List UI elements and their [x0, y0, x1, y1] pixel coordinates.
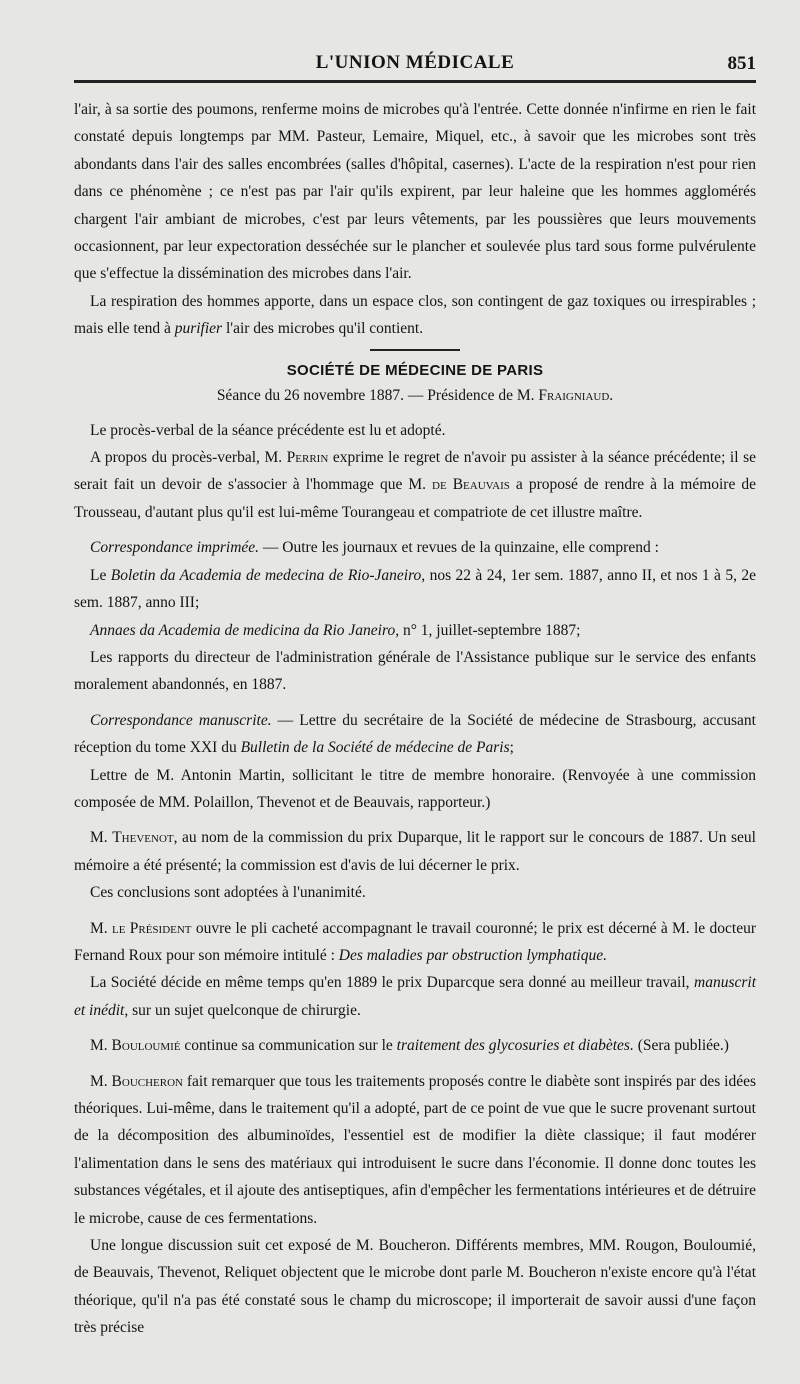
running-header	[74, 48, 756, 78]
running-title: L'UNION MÉDICALE	[315, 52, 515, 73]
paragraph-rapports: Les rapports du directeur de l'administration générale de l'Assistance publique sur le service des enfants moralement abandonnés, en 1887.	[74, 648, 756, 694]
paragraph-thevenot: M. Thevenot, au nom de la commission du prix Duparque, lit le rapport sur le concours de 1887. Un seul mémoire a été présenté; la commission est d'avis de lui décerner le prix.	[74, 829, 756, 874]
paragraph-boletin: Le Boletin da Academia de medecina de Rio-Janeiro, nos 22 à 24, 1er sem. 1887, anno II, et nos 1 à 5, 2e sem. 1887, anno III;	[74, 566, 756, 612]
page-number: 851	[727, 53, 756, 74]
paragraph-respiration: La respiration des hommes apporte, dans un espace clos, son contingent de gaz toxiques ou irrespirables ; mais elle tend à purifier l'air des microbes qu'il contient.	[74, 292, 756, 338]
paragraph-bouloumie: M. Bouloumié continue sa communication sur le traitement des glycosuries et diabètes. (Sera publiée.)	[90, 1037, 729, 1055]
paragraph-annaes: Annaes da Academia de medicina da Rio Janeiro, n° 1, juillet-septembre 1887;	[90, 621, 581, 639]
session-line: Séance du 26 novembre 1887. — Présidence de M. Fraigniaud.	[216, 386, 614, 404]
header-rule	[74, 80, 756, 83]
paragraph-air-microbes: l'air, à sa sortie des poumons, renferme moins de microbes qu'à l'entrée. Cette donnée n'infirme en rien le fait constaté depuis longtemps par MM. Pasteur, Lemaire, Miquel, etc., à savoir que les microbes sont très abondants dans l'air des salles encombrées (salles d'hôpital, casernes). L'acte de la respiration n'est pour rien dans ce phénomène ; ce n'est pas par l'air qu'ils expirent, par leur haleine que les hommes agglomérés chargent l'air ambiant de microbes, c'est par leurs vêtements, par les poussières que leurs mouvements occasionnent, par leur expectoration desséchée sur le plancher et soulevée plus tard sous forme pulvérulente que s'effectue la dissémination des microbes dans l'air.	[74, 101, 756, 283]
paragraph-correspondance-imprimee: Correspondance imprimée. — Outre les journaux et revues de la quinzaine, elle comprend :	[90, 539, 659, 557]
paragraph-proces-verbal: Le procès-verbal de la séance précédente est lu et adopté.	[90, 421, 446, 439]
section-title: SOCIÉTÉ DE MÉDECINE DE PARIS	[286, 361, 544, 379]
paragraph-perrin: A propos du procès-verbal, M. Perrin exprime le regret de n'avoir pu assister à la séance précédente; il se serait fait un devoir de s'associer à l'hommage que M. de Beauvais a proposé de rendre à la mémoire de Trousseau, d'autant plus qu'il est lui-même Tourangeau et compatriote de cet illustre maître.	[74, 449, 757, 521]
article-body	[74, 96, 756, 1342]
paragraph-president: M. le Président ouvre le pli cacheté accompagnant le travail couronné; le prix est décerné à M. le docteur Fernand Roux pour son mémoire intitulé : Des maladies par obstruction lymphatique.	[74, 919, 756, 964]
paragraph-conclusions: Ces conclusions sont adoptées à l'unanimité.	[90, 884, 366, 902]
paragraph-correspondance-manuscrite: Correspondance manuscrite. — Lettre du secrétaire de la Société de médecine de Strasbourg, accusant réception du tome XXI du Bulletin de la Société de médecine de Paris;	[74, 711, 756, 757]
paragraph-martin: Lettre de M. Antonin Martin, sollicitant le titre de membre honoraire. (Renvoyée à une commission composée de MM. Polaillon, Thevenot et de Beauvais, rapporteur.)	[74, 766, 756, 811]
paragraph-prix-1889: La Société décide en même temps qu'en 1889 le prix Duparcque sera donné au meilleur travail, manuscrit et inédit, sur un sujet quelconque de chirurgie.	[74, 974, 756, 1019]
paragraph-boucheron: M. Boucheron fait remarquer que tous les traitements proposés contre le diabète sont inspirés par des idées théoriques. Lui-même, dans le traitement qu'il a adopté, part de ce point de vue que le sucre provenant surtout de la décomposition des albuminoïdes, l'essentiel est de modifier la diète classique; il faut modérer l'alimentation dans le sens des matériaux qui introduisent le sucre dans l'économie. Il donne donc toutes les substances végétales, et il ajoute des antiseptiques, afin d'empêcher les fermentations intérieures et de détruire le microbe, cause de ces fermentations.	[74, 1072, 756, 1227]
paragraph-discussion: Une longue discussion suit cet exposé de M. Boucheron. Différents membres, MM. Rougon, Bouloumié, de Beauvais, Thevenot, Reliquet objectent que le microbe dont parle M. Boucheron n'existe encore qu'à l'état théorique, qu'il n'a pas été constaté sous le champ du microscope; il importerait de savoir aussi d'une façon très précise	[74, 1237, 756, 1337]
section-divider	[370, 349, 460, 351]
